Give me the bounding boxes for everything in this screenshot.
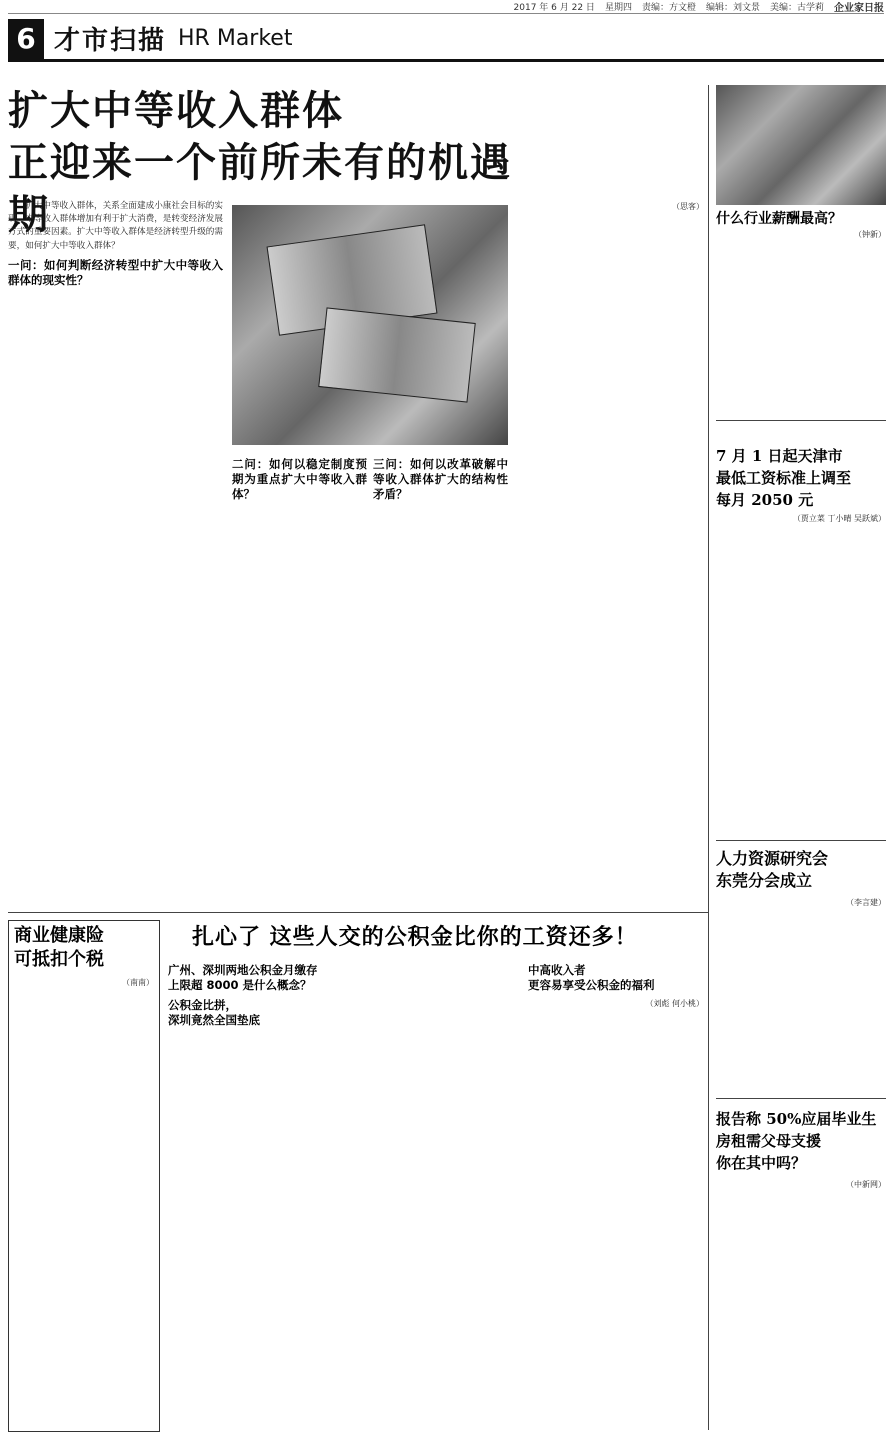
article-paragraph: 扩大中等收入群体，关系全面建成小康社会目标的实现。中等收入群体增加有利于扩大消费，是转变经济发展方式的重要因素。扩大中等收入群体是经济转型升级的需要，如何扩大中等收入群体？	[8, 201, 223, 251]
article-author: （中新网）	[846, 1180, 886, 1189]
headline-line-2: 正迎来一个前所未有的机遇期	[8, 139, 512, 238]
fund-article-col-2	[348, 958, 520, 1433]
headline-line-1: 扩大中等收入群体	[8, 87, 344, 134]
subhead-line: 公积金比拼，	[168, 998, 237, 1012]
page-number: 6	[8, 19, 44, 59]
subhead-line: 中高收入者	[528, 963, 586, 977]
job-fair-photo	[716, 85, 886, 205]
article-author: （李言建）	[846, 898, 886, 907]
editor-credit: 责编：方文橙	[641, 3, 696, 13]
designer-credit: 美编：古学莉	[769, 3, 824, 13]
right-article-3-body	[716, 896, 886, 1091]
banknote-image	[318, 307, 476, 402]
title-line: 可抵扣个税	[14, 949, 104, 970]
title-line: 7 月 1 日起天津市	[716, 447, 843, 465]
main-article-col-1	[8, 200, 223, 905]
title-line: 你在其中吗？	[716, 1154, 807, 1172]
title-line: 房租需父母支援	[716, 1132, 822, 1150]
main-article-col-4	[514, 200, 704, 905]
right-article-1-title: 什么行业薪酬最高？	[716, 211, 842, 227]
fund-subhead-1	[168, 963, 340, 993]
title-line: 每月 2050 元	[716, 491, 814, 509]
issue-weekday: 星期四	[604, 3, 632, 13]
right-article-4-title	[716, 1108, 876, 1174]
fund-article-col-3	[528, 958, 704, 1433]
section-header	[8, 18, 884, 62]
subhead-line: 广州、深圳两地公积金月缴存	[168, 963, 318, 977]
article-subhead: 三问：如何以改革破解中等收入群体扩大的结构性矛盾？	[373, 457, 508, 501]
title-line: 人力资源研究会	[716, 849, 829, 868]
title-line: 商业健康险	[14, 925, 104, 946]
fund-article-col-1	[168, 958, 340, 1433]
money-photo	[232, 205, 508, 445]
fund-subhead-2	[168, 998, 340, 1028]
left-article-title	[14, 924, 104, 972]
subhead-line: 深圳竟然全国垫底	[168, 1013, 260, 1027]
subhead-line: 上限超 8000 是什么概念？	[168, 978, 312, 992]
article-divider	[716, 1098, 886, 1099]
article-author: （思客）	[672, 202, 704, 211]
article-author: （贾立菜 丁小晴 吴跃斌）	[792, 514, 886, 523]
fund-subhead-3	[528, 963, 704, 993]
article-author: （钟新）	[854, 230, 886, 239]
article-subhead: 一问：如何判断经济转型中扩大中等收入群体的现实性？	[8, 257, 223, 287]
copy-editor-credit: 编辑：刘文景	[705, 3, 760, 13]
column-divider	[708, 85, 709, 1430]
title-line: 东莞分会成立	[716, 871, 813, 890]
right-article-3-title	[716, 848, 828, 892]
main-article-col-2	[232, 452, 367, 907]
article-divider	[716, 420, 886, 421]
issue-date: 2017 年 6 月 22 日	[513, 3, 595, 13]
article-subhead: 二问：如何以稳定制度预期为重点扩大中等收入群体？	[232, 457, 367, 501]
masthead-bar	[8, 0, 884, 14]
paper-name: 企业家日报	[834, 3, 884, 14]
left-article-body	[14, 976, 154, 1428]
title-line: 报告称 50%应届毕业生	[716, 1110, 877, 1128]
section-title: 才市扫描	[54, 26, 167, 56]
main-article-col-3	[373, 452, 508, 907]
right-article-4-body	[716, 1178, 886, 1433]
article-author: （刘彪 何小桃）	[645, 999, 704, 1008]
fund-headline: 扎心了 这些人交的公积金比你的工资还多！	[192, 924, 638, 950]
article-divider	[716, 840, 886, 841]
section-divider	[8, 912, 708, 913]
right-article-1-body	[716, 228, 886, 418]
subhead-line: 更容易享受公积金的福利	[528, 978, 655, 992]
title-line: 最低工资标准上调至	[716, 469, 852, 487]
article-author: （南南）	[122, 978, 154, 987]
right-article-2-body	[716, 512, 886, 832]
right-article-2-title	[716, 445, 851, 511]
section-subtitle: HR Market	[178, 26, 293, 51]
